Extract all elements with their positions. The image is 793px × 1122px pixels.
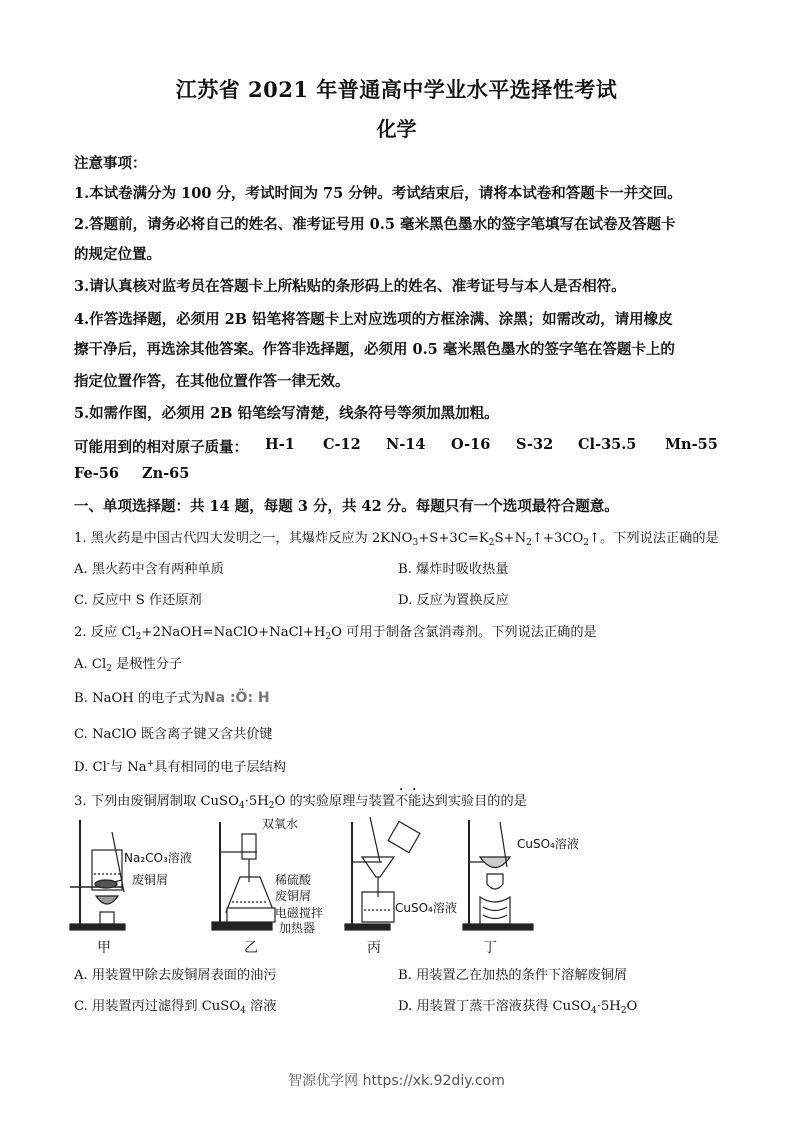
caption-yi: 乙 [244, 940, 258, 956]
apparatus-bing [345, 817, 457, 956]
subject-title: 化学 [376, 117, 417, 141]
naoh-electron-formula: Na :Ö: H [203, 690, 270, 706]
q3-stem: 3. 下列由废铜屑制取 $CuSO_4\cdot 5H_2O$ 的实验原理与装置不能达到实验目的的是 [74, 794, 527, 811]
q2-stem: 2. 反应 $Cl_2+2NaOH=NaClO+NaCl+H_2O$ 可用于制备含氯消毒剂。下列说法正确的是 [74, 625, 597, 642]
label-ding-solution: CuSO₄溶液 [517, 837, 579, 851]
apparatus-yi [212, 816, 323, 956]
caption-jia: 甲 [97, 940, 111, 956]
note-2-cont: 的规定位置。 [74, 246, 161, 263]
note-2: 2.答题前，请务必将自己的姓名、准考证号用 0.5 毫米黑色墨水的签字笔填写在试卷及答题卡 [74, 216, 676, 233]
notes-heading: 注意事项： [74, 155, 147, 172]
note-4-cont1: 擦干净后，再选涂其他答案。作答非选择题，必须用 0.5 毫米黑色墨水的签字笔在答题卡上的 [74, 341, 675, 358]
q3-option-d: D. 用装置丁蒸干溶液获得 $CuSO_4\cdot 5H_2O$ [398, 999, 638, 1016]
footer-watermark: 智源优学网 https://xk.92diy.com [288, 1073, 505, 1089]
exam-title: 江苏省 2021 年普通高中学业水平选择性考试 [175, 77, 618, 102]
q2-option-d: D. Cl-与 Na+具有相同的电子层结构 [74, 759, 287, 775]
note-4: 4.作答选择题，必须用 2B 铅笔将答题卡上对应选项的方框涂满、涂黑；如需改动，请用橡皮 [74, 311, 673, 328]
apparatus-figure [62, 812, 482, 962]
label-yi-acid: 稀硫酸 [275, 873, 312, 887]
q1-option-b: B. 爆炸时吸收热量 [398, 562, 509, 577]
q3-option-c: C. 用装置丙过滤得到 CuSO$_4$ 溶液 [74, 999, 277, 1016]
label-bing-solution: CuSO₄溶液 [395, 901, 457, 915]
label-jia-copper: 废铜屑 [132, 873, 169, 887]
atom-mass: S-32 [516, 436, 554, 453]
q1-option-c: C. 反应中 S 作还原剂 [74, 593, 202, 608]
note-4-cont2: 指定位置作答，在其他位置作答一律无效。 [74, 373, 350, 390]
atomic-masses-label: 可能用到的相对原子质量： [74, 439, 248, 456]
label-yi-h2o2: 双氧水 [262, 817, 299, 831]
atom-mass: Fe-56 [74, 465, 119, 482]
note-5: 5.如需作图，必须用 2B 铅笔绘写清楚，线条符号等须加黑加粗。 [74, 405, 499, 422]
q3-option-b: B. 用装置乙在加热的条件下溶解废铜屑 [398, 968, 628, 983]
caption-ding: 丁 [483, 940, 497, 956]
section-heading: 一、单项选择题：共 14 题，每题 3 分，共 42 分。每题只有一个选项最符合题意。 [74, 498, 619, 515]
q2-option-b: B. NaOH 的电子式为Na :Ö: H [74, 690, 270, 706]
atom-mass: Cl-35.5 [578, 436, 637, 453]
apparatus-jia [70, 820, 192, 956]
apparatus-ding [455, 812, 615, 962]
caption-bing: 丙 [367, 940, 381, 956]
q1-stem: 1. 黑火药是中国古代四大发明之一，其爆炸反应为 $2KNO_3+S+3C=K_2S+N_2↑+3CO_2↑$。下列说法正确的是 [74, 531, 719, 548]
q1-option-a: A. 黑火药中含有两种单质 [74, 562, 224, 577]
q2-option-a: A. $Cl_2$ 是极性分子 [74, 657, 183, 674]
note-3: 3.请认真核对监考员在答题卡上所粘贴的条形码上的姓名、准考证号与本人是否相符。 [74, 278, 626, 295]
atom-mass: O-16 [451, 436, 491, 453]
emphasized-word: 不能 [394, 794, 422, 809]
label-jia-solution: Na₂CO₃溶液 [124, 851, 192, 865]
label-yi-heater2: 加热器 [279, 921, 316, 935]
label-yi-heater1: 电磁搅拌 [275, 906, 324, 920]
atom-mass: Zn-65 [142, 465, 190, 482]
q1-option-d: D. 反应为置换反应 [398, 593, 509, 608]
atom-mass: N-14 [386, 436, 426, 453]
atom-mass: H-1 [265, 436, 295, 453]
label-yi-copper: 废铜屑 [275, 889, 312, 903]
q2-option-c: C. NaClO 既含离子键又含共价键 [74, 727, 273, 742]
note-1: 1.本试卷满分为 100 分，考试时间为 75 分钟。考试结束后，请将本试卷和答题卡一并交回。 [74, 185, 682, 202]
atom-mass: C-12 [323, 436, 361, 453]
q3-option-a: A. 用装置甲除去废铜屑表面的油污 [74, 968, 277, 983]
atom-mass: Mn-55 [665, 436, 718, 453]
